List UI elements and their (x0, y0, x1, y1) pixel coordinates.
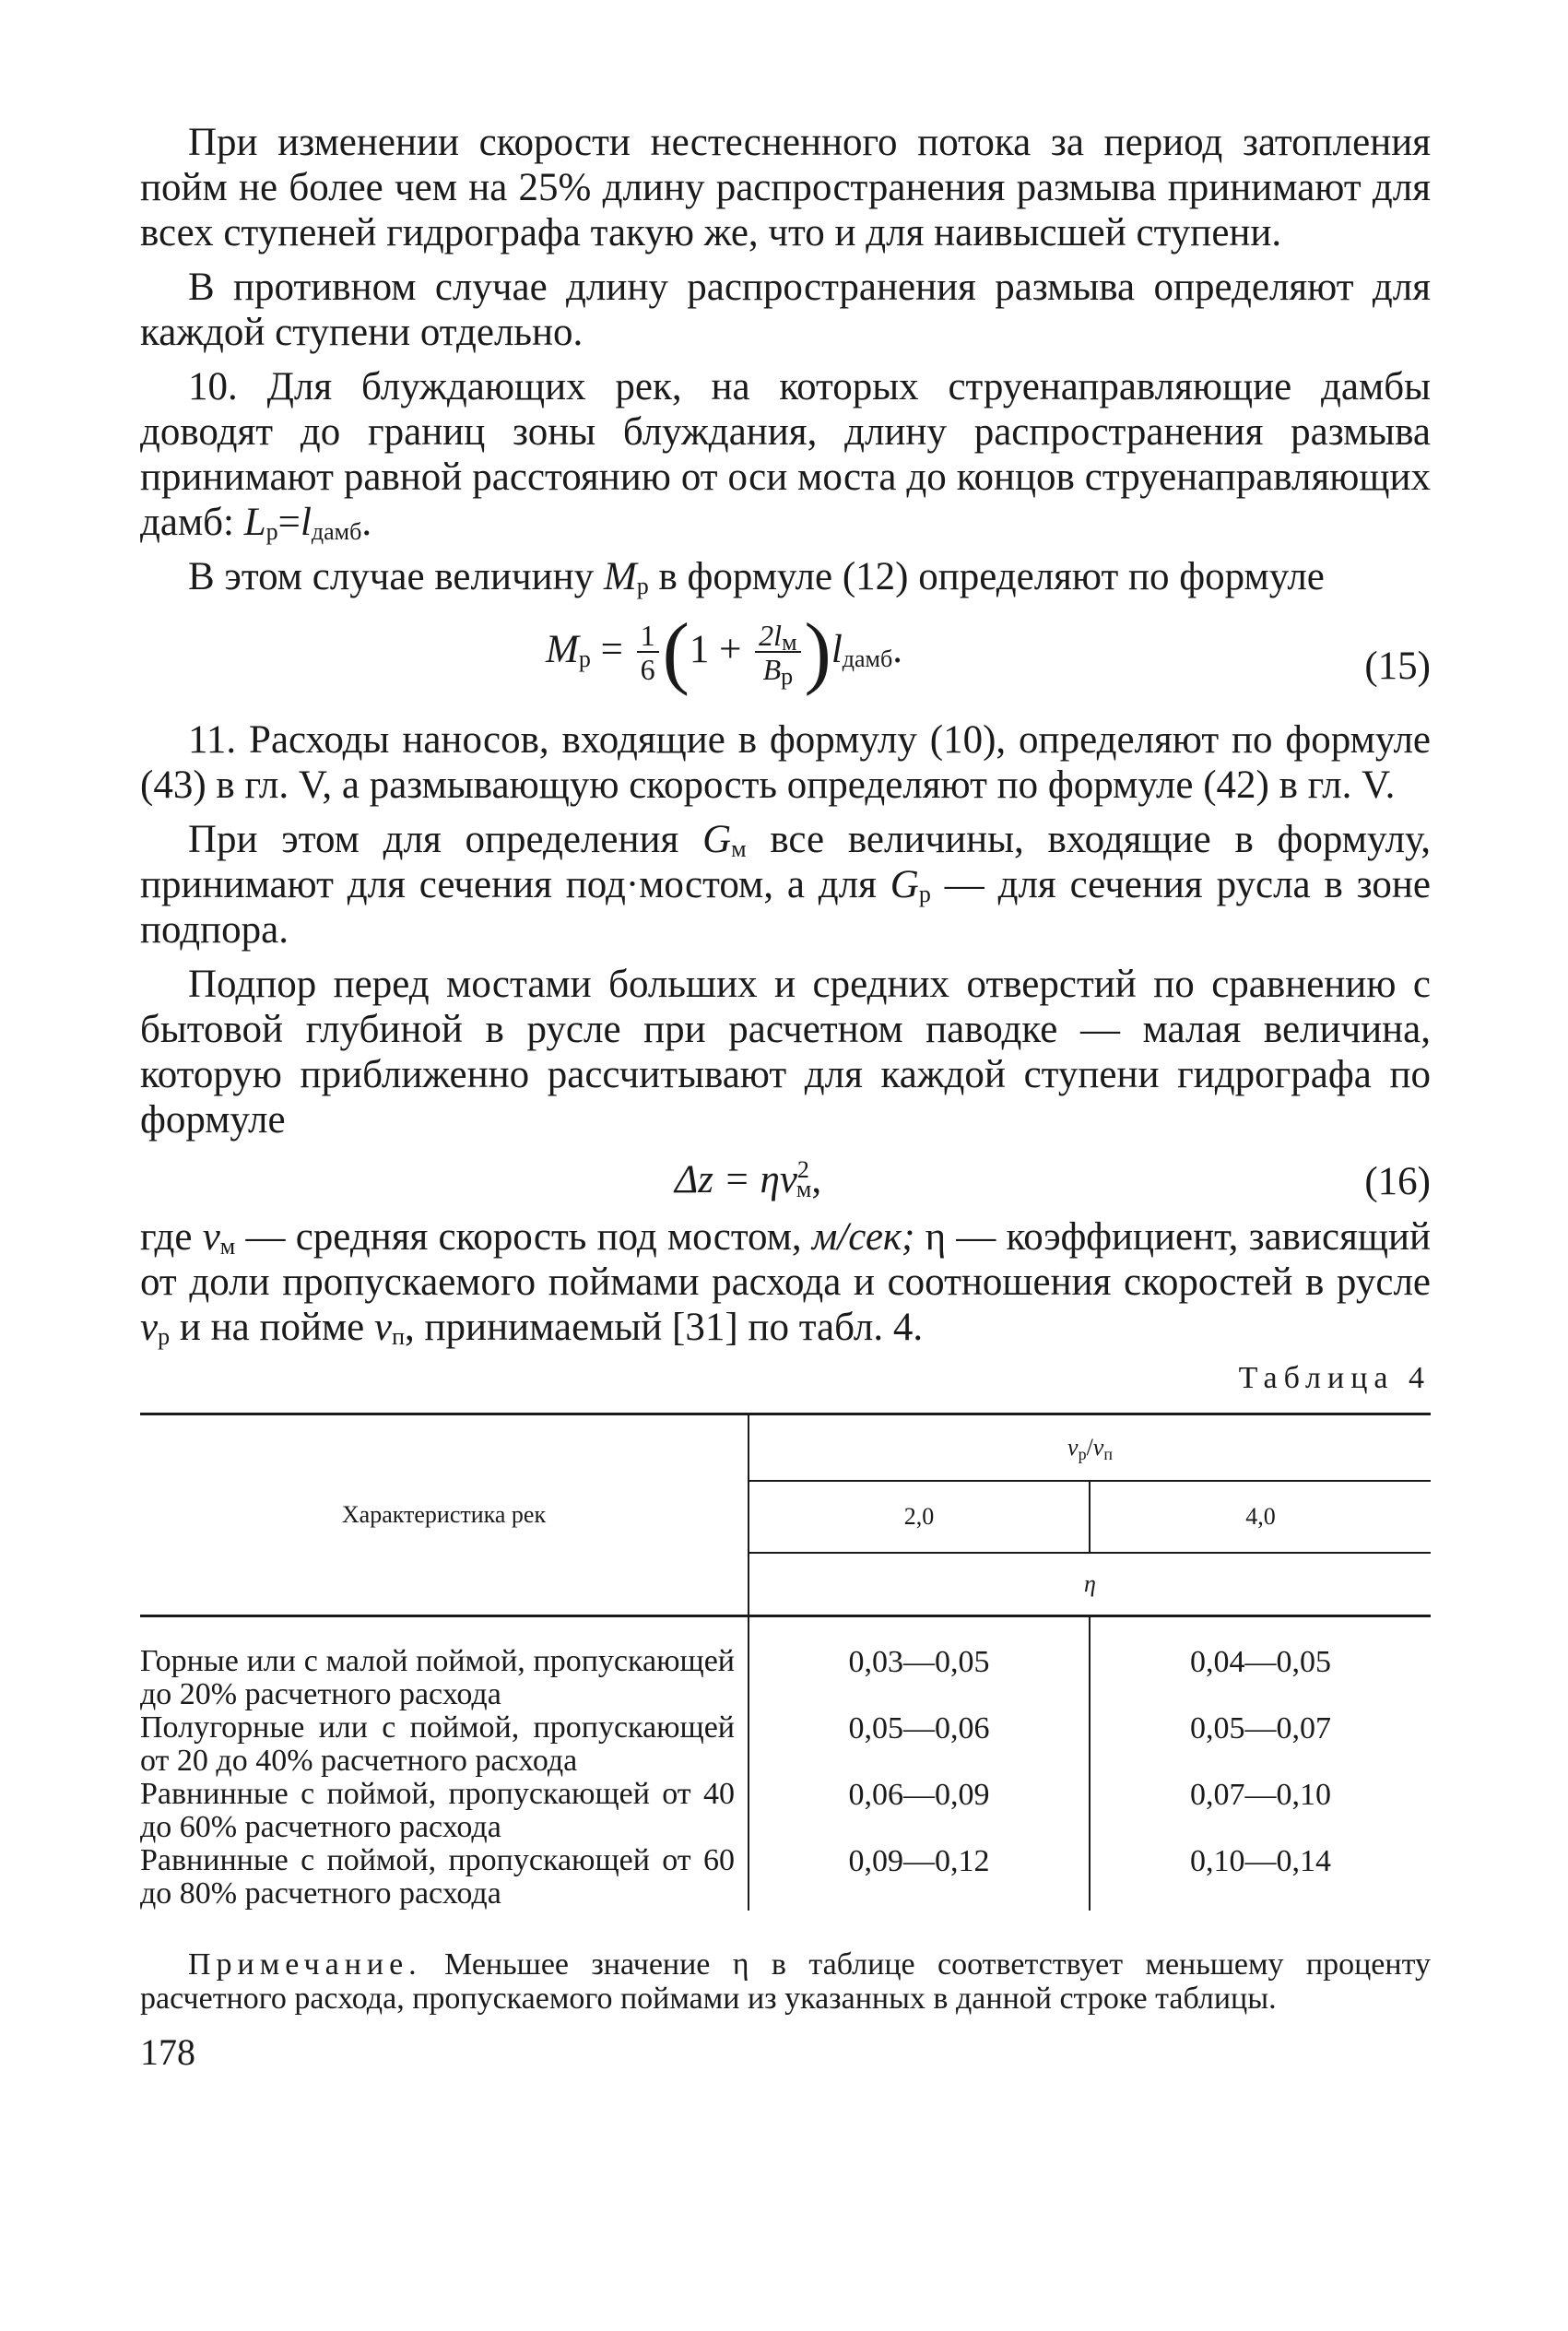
paragraph-5: 11. Расходы наносов, входящие в формулу (10), определяют по формуле (43) в гл. V, а размывающую скорость определяют по формуле (42) в гл. V. (140, 718, 1431, 807)
paragraph-4: В этом случае величину $M_р$ в формуле (12) определяют по формуле (188, 555, 1325, 599)
row-value-4: 0,10—0,14 (1190, 1844, 1331, 1878)
table-row (140, 1616, 1431, 1712)
header-eta: η (1084, 1570, 1096, 1597)
table-row (140, 1778, 1431, 1844)
paragraph-8: где $v_м$ — средняя скорость под мостом, м/сек; η — коэффициент, зависящий от доли пропускаемого поймами расхода и соотношения скоростей в русле $v_р$ и на пойме $v_п$, принимаемый [31] по табл. 4. (140, 1215, 1431, 1350)
table-4 (140, 1413, 1431, 1911)
table-row (140, 1711, 1431, 1778)
paragraph-2: В противном случае длину распространения размыва определяют для каждой ступени отдельно. (140, 266, 1431, 354)
paragraph-3: 10. Для блуждающих рек, на которых струенаправляющие дамбы доводят до границ зоны блуждания, длину распространения размыва принимают равной расстоянию от оси моста до концов струенаправляющих дамб: $L_р=l_{дамб}$. (140, 365, 1431, 545)
header-ratio-2: 2,0 (749, 1481, 1090, 1553)
note-text: Меньшее значение η в таблице соответствует меньшему проценту расчетного расхода, пропускаемого поймами из указанных в данной строке таблицы. (140, 1947, 1431, 2016)
row-label: Равнинные с поймой, пропускающей от 40 до 60% расчетного расхода (140, 1778, 749, 1844)
row-value-2: 0,09—0,12 (749, 1844, 1090, 1911)
row-label: Равнинные с поймой, пропускающей от 60 до 80% расчетного расхода (140, 1844, 749, 1911)
table-row (140, 1844, 1431, 1911)
page-content (140, 120, 1431, 2074)
paragraph-6: При этом для определения $G_м$ все величины, входящие в формулу, принимают для сечения под·мостом, а для $G_р$ — для сечения русла в зоне подпора. (140, 818, 1432, 952)
header-ratio-4: 4,0 (1090, 1481, 1431, 1553)
row-label: Горные или с малой поймой, пропускающей до 20% расчетного расхода (140, 1616, 749, 1712)
note-label: Примечание. (188, 1947, 422, 1982)
table-caption: Таблица 4 (1238, 1361, 1431, 1395)
row-label: Полугорные или с поймой, пропускающей от 20 до 40% расчетного расхода (140, 1711, 749, 1778)
formula-15 (140, 605, 1431, 708)
fraction-2lm-bp: $\frac{2l_м}{B_р}$ (755, 620, 800, 686)
row-value-4: 0,05—0,07 (1190, 1711, 1331, 1745)
page-number: 178 (140, 2031, 195, 2073)
row-value-4: 0,04—0,05 (1190, 1645, 1331, 1679)
fraction-one-sixth: $\frac{1}{6}$ (637, 620, 659, 686)
row-value-2: 0,06—0,09 (749, 1778, 1090, 1844)
header-river-characteristic: Характеристика рек (140, 1414, 749, 1616)
table-note (140, 1947, 1431, 2016)
paragraph-1: При изменении скорости нестесненного потока за период затопления пойм не более чем на 25% длину распространения размыва принимают для всех ступеней гидрографа такую же, что и для наивысшей ступени. (140, 121, 1431, 254)
paragraph-7: Подпор перед мостами больших и средних отверстий по сравнению с бытовой глубиной в русле при расчетном паводке — малая величина, которую приближенно рассчитывают для каждой ступени гидрографа по формуле (140, 963, 1431, 1142)
formula-16-expression: $\Delta z = \eta v^2_м$, (675, 1156, 822, 1202)
row-value-2: 0,03—0,05 (749, 1616, 1090, 1712)
formula-16 (140, 1146, 1431, 1211)
header-velocity-ratio: $v_р/v_п$ (749, 1414, 1431, 1482)
row-value-2: 0,05—0,06 (749, 1711, 1090, 1778)
formula-16-number: (16) (1364, 1160, 1431, 1203)
row-value-4: 0,07—0,10 (1190, 1778, 1331, 1812)
formula-15-number: (15) (1364, 645, 1431, 688)
formula-15-expression: $M_р$ = $\frac{1}{6}$ (1 + $\frac{2l_м}{B_р}$ )$l_{дамб}$. (546, 608, 902, 697)
